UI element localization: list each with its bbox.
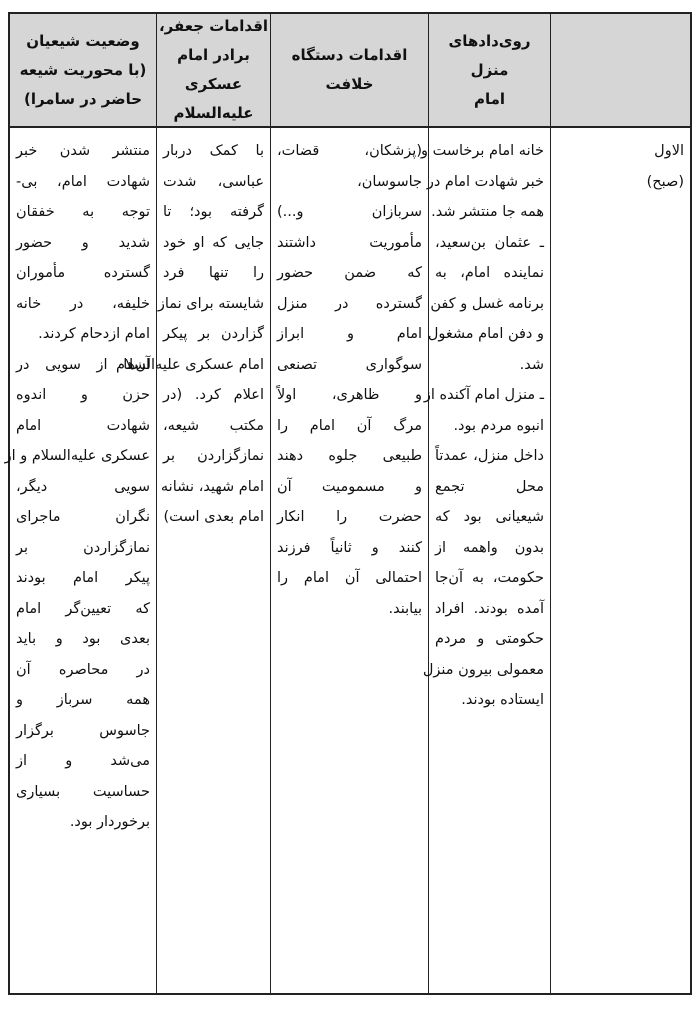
text-line: گسترده مأموران — [16, 265, 150, 281]
cell-text — [292, 41, 408, 99]
text-line: گسترده در منزل — [277, 295, 422, 312]
text-line: معمولی بیرون منزل — [422, 661, 544, 678]
cell-text — [116, 136, 264, 533]
text-line: و دفن امام مشغول — [427, 326, 544, 342]
text-line: حزن و اندوه — [16, 387, 150, 403]
text-line: امام و ابراز — [277, 326, 422, 342]
text-line: آن‌ها از سویی در — [16, 356, 150, 373]
text-line: همه جا منتشر شد. — [431, 204, 544, 220]
text-line: ـ منزل امام آکنده از — [423, 387, 544, 403]
text-line: بدون واهمه از — [435, 539, 544, 556]
text-line: و مسمومیت آن — [277, 478, 422, 495]
text-line: گرفته بود؛ تا — [163, 204, 264, 220]
text-line: آمده بودند. افراد — [435, 600, 544, 617]
text-line: نمازگزاردن بر — [16, 539, 150, 556]
header-text-line: عسکری علیه‌السلام — [173, 75, 254, 122]
text-line: خبر شهادت امام در — [426, 173, 544, 190]
text-line: کنند و ثانیاً فرزند — [277, 539, 422, 556]
cell-caliphate-actions — [270, 128, 428, 993]
text-line: داخل منزل، عمدتاً — [435, 448, 544, 464]
text-line: حساسیت بسیاری — [16, 783, 150, 800]
header-text-line: (با محوریت شیعه — [19, 60, 147, 79]
text-line: ایستاده بودند. — [461, 692, 544, 708]
text-line: ـ عثمان بن‌سعید، — [435, 234, 544, 251]
text-line: سربازان و...) — [277, 204, 422, 220]
text-line: احتمالی آن امام را — [277, 570, 422, 586]
text-line: جایی که او خود — [163, 234, 264, 251]
cell-day — [550, 128, 690, 993]
text-line: نگران ماجرای — [16, 509, 150, 525]
text-line: اعلام کرد. (در — [163, 387, 264, 403]
cell-text — [157, 12, 270, 128]
text-line: حضرت را انکار — [277, 509, 422, 525]
cell-shia-status — [4, 128, 156, 993]
text-line: امام بعدی است) — [163, 509, 264, 525]
table-row — [4, 128, 690, 993]
text-line: شدید و حضور — [16, 234, 150, 251]
text-line: حکومتی و مردم — [435, 631, 544, 647]
text-line: امام عسکری علیه‌السلام — [116, 356, 264, 373]
header-caliphate-actions — [270, 14, 428, 126]
events-table — [4, 12, 692, 995]
header-jafar-actions — [156, 14, 270, 126]
text-line: منتشر شدن خبر — [16, 143, 150, 159]
text-line: عسکری علیه‌السلام و از — [4, 448, 150, 464]
header-text-line: روی‌دادهای منزل — [448, 31, 531, 79]
header-text-line: خلافت — [325, 75, 374, 93]
text-line: شد. — [519, 356, 544, 373]
text-line: خلیفه، در خانه — [16, 295, 150, 312]
text-line: انبوه مردم بود. — [453, 417, 544, 434]
text-line: سوگواری تصنعی — [277, 356, 422, 373]
cell-text — [557, 136, 684, 197]
text-line: شایسته برای نماز — [157, 295, 264, 312]
text-line: می‌شد و از — [16, 753, 150, 769]
text-line: جاسوسان، — [357, 173, 422, 190]
cell-text — [420, 136, 544, 716]
cell-text — [277, 136, 422, 624]
text-line: را تنها فرد — [163, 265, 264, 281]
text-line: مأموریت داشتند — [277, 234, 422, 251]
text-line: که تعیین‌گر امام — [16, 600, 150, 617]
cell-imam-house-events — [420, 128, 550, 993]
text-line: پیکر امام بودند — [16, 570, 150, 586]
header-text-line: اقدامات جعفر، — [158, 17, 269, 35]
cell-text — [429, 27, 550, 114]
text-line: گزاردن بر پیکر — [163, 326, 264, 342]
cell-text — [20, 27, 147, 114]
text-line: مکتب شیعه، — [163, 417, 264, 434]
text-line: و ظاهری، اولاً — [277, 387, 422, 403]
cell-jafar-actions — [116, 128, 270, 993]
text-line: امام ازدحام کردند. — [38, 326, 150, 342]
text-line: نماینده امام، به — [435, 265, 544, 281]
cell-text — [4, 136, 150, 838]
text-line: جاسوس برگزار — [16, 722, 150, 739]
text-line: (پزشکان، قضات، — [277, 143, 422, 159]
header-text-line: اقدامات دستگاه — [291, 46, 408, 64]
text-line: شهادت امام — [16, 417, 150, 434]
header-text-line: برادر امام — [177, 46, 250, 64]
text-line: الاول — [654, 143, 684, 159]
header-text-line: حاضر در سامرا) — [23, 89, 143, 108]
text-line: شهادت امام، بی- — [16, 173, 150, 190]
text-line: خانه امام برخاست و — [420, 143, 544, 159]
header-shia-status — [10, 14, 156, 126]
header-text-line: امام — [473, 89, 506, 108]
text-line: توجه به خفقان — [16, 204, 150, 220]
text-line: که ضمن حضور — [277, 265, 422, 281]
text-line: برنامه غسل و کفن — [430, 295, 544, 312]
text-line: در محاصره آن — [16, 661, 150, 678]
text-line: سویی دیگر، — [16, 478, 150, 495]
text-line: برخوردار بود. — [69, 814, 150, 830]
text-line: امام شهید، نشانه — [160, 478, 264, 495]
text-line: با کمک دربار — [163, 143, 264, 159]
table-header-row — [10, 14, 690, 128]
text-line: نمازگزاردن بر — [163, 448, 264, 464]
text-line: (صبح) — [646, 173, 684, 190]
text-line: بیابند. — [388, 600, 422, 617]
text-line: عباسی، شدت — [163, 173, 264, 190]
text-line: شیعیانی بود که — [435, 509, 544, 525]
header-text-line: وضعیت شیعیان — [26, 31, 140, 50]
text-line: طبیعی جلوه دهند — [277, 448, 422, 464]
header-day — [550, 14, 690, 126]
text-line: مرگ آن امام را — [277, 417, 422, 434]
text-line: همه سرباز و — [16, 692, 150, 708]
text-line: حکومت، به آن‌جا — [435, 570, 544, 586]
header-imam-house-events — [428, 14, 550, 126]
text-line: محل تجمع — [435, 478, 544, 495]
text-line: بعدی بود و باید — [16, 631, 150, 647]
